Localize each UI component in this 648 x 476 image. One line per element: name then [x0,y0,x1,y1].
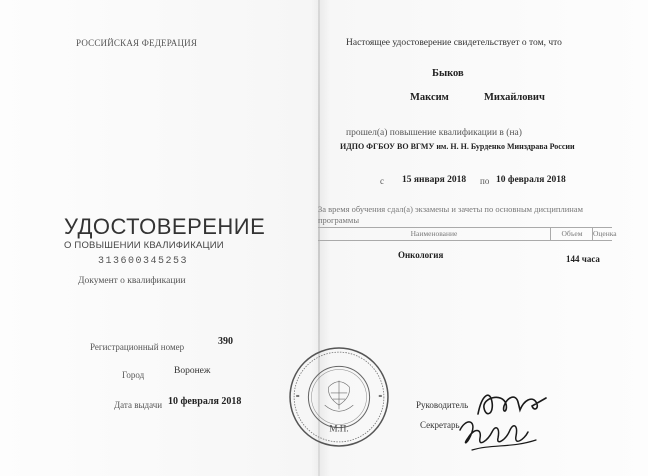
issue-date-value: 10 февраля 2018 [168,396,242,407]
exams-text: За время обучения сдал(а) экзамены и зачеты по основным дисциплинам программы [318,204,583,225]
header-grade: Оценка [593,229,617,238]
certifies-text: Настоящее удостоверение свидетельствует о том, что [346,38,562,48]
document-subtitle: О ПОВЫШЕНИИ КВАЛИФИКАЦИИ [64,240,224,251]
period-to-value: 10 февраля 2018 [496,175,566,185]
period-from-value: 15 января 2018 [402,175,467,185]
city-value: Воронеж [174,366,211,376]
country-header: РОССИЙСКАЯ ФЕДЕРАЦИЯ [76,38,198,48]
header-name: Наименование [410,229,458,238]
document-type: Документ о квалификации [78,276,186,286]
table-row-discipline: Онкология [398,250,444,260]
registration-label: Регистрационный номер [90,342,185,352]
holder-patronymic: Михайлович [484,92,545,103]
secretary-label: Секретарь [420,420,460,430]
head-label: Руководитель [416,400,469,410]
organization-name: ИДПО ФГБОУ ВО ВГМУ им. Н. Н. Бурденко Минздрава России [340,142,575,151]
table-row-volume: 144 часа [566,254,600,264]
issue-date-label: Дата выдачи [114,400,163,410]
secretary-signature [452,410,542,454]
registration-value: 390 [218,336,233,347]
city-label: Город [122,370,145,380]
header-volume: Объем [550,228,593,240]
passed-text: прошел(а) повышение квалификации в (на) [346,128,522,138]
holder-name: Максим [410,92,449,103]
official-seal [288,346,390,448]
disciplines-table-header [318,227,617,241]
seal-mp-text: М.П. [329,423,349,434]
document-number: 313600345253 [98,256,189,267]
holder-surname: Быков [432,68,464,79]
period-from-label: с [380,176,384,186]
period-to-label: по [480,176,490,186]
document-title: УДОСТОВЕРЕНИЕ [64,214,266,239]
